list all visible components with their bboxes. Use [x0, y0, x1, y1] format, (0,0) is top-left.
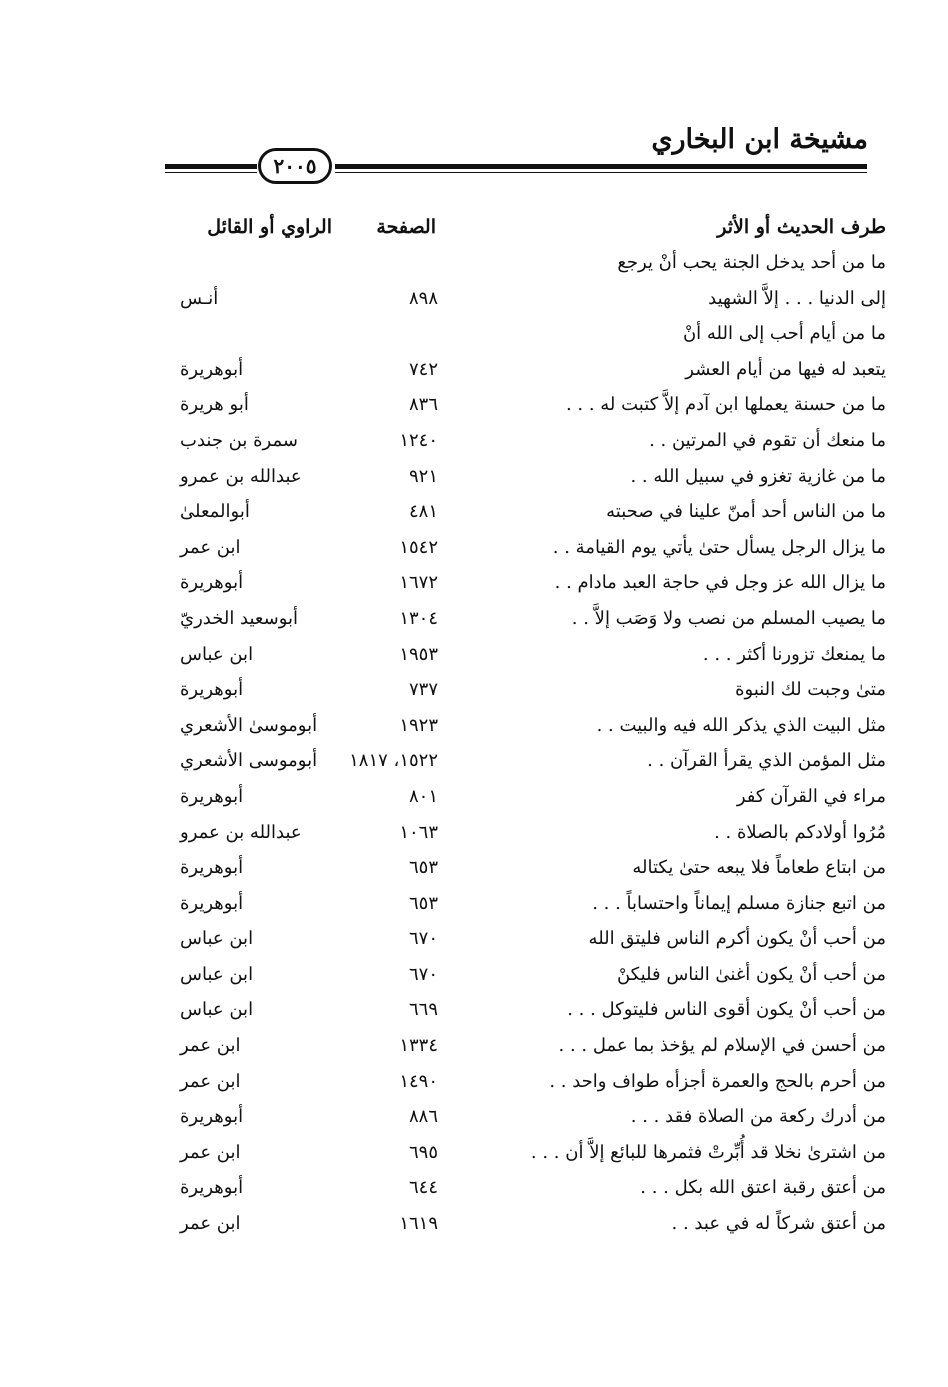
- narrator-cell: أبوهريرة: [180, 572, 244, 594]
- page-cell: ١٩٢٣: [399, 714, 438, 736]
- page-cell: ٦٦٩: [408, 999, 438, 1021]
- table-row: [0, 602, 948, 638]
- table-row: [0, 566, 948, 602]
- page-cell: ٨٣٦: [408, 394, 438, 416]
- narrator-cell: أبوهريرة: [180, 857, 244, 879]
- hadith-cell: مثل البيت الذي يذكر الله فيه والبيت . .: [596, 714, 886, 736]
- index-table: [0, 246, 948, 1243]
- narrator-cell: أبوالمعلىٰ: [180, 501, 250, 523]
- table-row: [0, 1171, 948, 1207]
- page-cell: ١٠٦٣: [399, 821, 438, 843]
- narrator-cell: أبوموسى الأشعري: [180, 750, 318, 772]
- page-cell: ٧٣٧: [408, 679, 438, 701]
- hadith-cell: ما يصيب المسلم من نصب ولا وَصَب إلاَّ . .: [571, 607, 886, 629]
- page-cell: ٨٨٦: [408, 1106, 438, 1128]
- table-row: [0, 1207, 948, 1243]
- page-cell: ٨٠١: [408, 785, 438, 807]
- page-cell: ٦٤٤: [408, 1177, 438, 1199]
- page-cell: ٨٩٨: [408, 287, 438, 309]
- hadith-cell: ما من غازية تغزو في سبيل الله . .: [630, 465, 886, 487]
- narrator-cell: أبوهريرة: [180, 1106, 244, 1128]
- page-cell: ١٦١٩: [399, 1213, 438, 1235]
- column-headers: [0, 212, 948, 246]
- narrator-cell: أبوهريرة: [180, 358, 244, 380]
- hadith-cell: من اتبع جنازة مسلم إيماناً واحتساباً . . .: [592, 892, 886, 914]
- narrator-cell: ابن عمر: [180, 536, 241, 558]
- page-cell: ١٢٤٠: [399, 429, 438, 451]
- table-row: [0, 673, 948, 709]
- narrator-cell: أبوهريرة: [180, 1177, 244, 1199]
- narrator-cell: أبوسعيد الخدريّ: [180, 607, 299, 629]
- table-row: [0, 460, 948, 496]
- page-cell: ١٩٥٣: [399, 643, 438, 665]
- table-row: [0, 317, 948, 353]
- page-cell: ١٤٩٠: [399, 1070, 438, 1092]
- narrator-cell: ابن عمر: [180, 1070, 241, 1092]
- table-row: [0, 1029, 948, 1065]
- table-row: [0, 424, 948, 460]
- hadith-cell: ما من أيام أحب إلى الله أنْ: [682, 323, 886, 345]
- page-cell: ٤٨١: [408, 501, 438, 523]
- table-row: [0, 1100, 948, 1136]
- hadith-cell: من ابتاع طعاماً فلا يبعه حتىٰ يكتاله: [632, 857, 886, 879]
- hadith-cell: من أحرم بالحج والعمرة أجزأه طواف واحد . .: [549, 1070, 886, 1092]
- hadith-cell: مثل المؤمن الذي يقرأ القرآن . .: [647, 750, 886, 772]
- table-row: [0, 993, 948, 1029]
- hadith-cell: ما يمنعك تزورنا أكثر . . .: [702, 643, 886, 665]
- hadith-cell: ما من أحد يدخل الجنة يحب أنْ يرجع: [617, 252, 886, 273]
- table-row: [0, 958, 948, 994]
- page-cell: ٦٧٠: [408, 928, 438, 950]
- column-header-narrator: الراوي أو القائل: [207, 216, 332, 238]
- table-row: [0, 1065, 948, 1101]
- hadith-cell: من أحب أنْ يكون أغنىٰ الناس فليكنْ: [616, 963, 886, 985]
- narrator-cell: عبدالله بن عمرو: [180, 465, 302, 487]
- table-row: [0, 744, 948, 780]
- page-cell: ٩٢١: [408, 465, 438, 487]
- narrator-cell: ابن عباس: [180, 999, 254, 1021]
- header-rule-right-thin: [335, 172, 867, 173]
- page-cell: ٧٤٢: [408, 358, 438, 380]
- table-row: [0, 709, 948, 745]
- narrator-cell: عبدالله بن عمرو: [180, 821, 302, 843]
- header-rule-right: [335, 164, 867, 169]
- page-cell: ١٣٠٤: [399, 607, 438, 629]
- hadith-cell: من أحب أنْ يكون أقوى الناس فليتوكل . . .: [567, 999, 886, 1021]
- hadith-cell: متىٰ وجبت لك النبوة: [735, 679, 886, 701]
- hadith-cell: من أدرك ركعة من الصلاة فقد . . .: [630, 1106, 886, 1128]
- narrator-cell: أبوهريرة: [180, 892, 244, 914]
- hadith-cell: ما يزال الله عز وجل في حاجة العبد مادام . .: [554, 572, 886, 594]
- table-row: [0, 780, 948, 816]
- page-cell: ٦٩٥: [408, 1141, 438, 1163]
- page-cell: ١٣٣٤: [399, 1035, 438, 1057]
- hadith-cell: من اشترىٰ نخلا قد أُبِّرتْ فثمرها للبائع إلاَّ أن . . .: [530, 1141, 886, 1163]
- table-row: [0, 495, 948, 531]
- table-row: [0, 851, 948, 887]
- table-row: [0, 531, 948, 567]
- hadith-cell: ما منعك أن تقوم في المرتين . .: [649, 429, 886, 451]
- table-row: [0, 638, 948, 674]
- page-cell: ٦٥٣: [408, 857, 438, 879]
- hadith-cell: يتعبد له فيها من أيام العشر: [685, 358, 886, 380]
- table-row: [0, 922, 948, 958]
- narrator-cell: سمرة بن جندب: [180, 429, 298, 451]
- page-cell: ٦٧٠: [408, 963, 438, 985]
- page-cell: ٦٥٣: [408, 892, 438, 914]
- table-row: [0, 388, 948, 424]
- narrator-cell: أبوهريرة: [180, 785, 244, 807]
- hadith-cell: مُرُوا أولادكم بالصلاة . .: [714, 821, 886, 843]
- hadith-cell: ما يزال الرجل يسأل حتىٰ يأتي يوم القيامة . .: [552, 536, 886, 558]
- narrator-cell: أبوموسىٰ الأشعري: [180, 714, 318, 736]
- narrator-cell: ابن عمر: [180, 1035, 241, 1057]
- table-row: [0, 246, 948, 282]
- book-title: مشيخة ابن البخاري: [651, 124, 868, 155]
- header-rule-left: [165, 164, 257, 169]
- page-cell: ١٥٢٢، ١٨١٧: [349, 750, 438, 772]
- hadith-cell: إلى الدنيا . . . إلاَّ الشهيد: [708, 287, 886, 309]
- header-rule-left-thin: [165, 172, 257, 173]
- hadith-cell: من أحب أنْ يكون أكرم الناس فليتق الله: [588, 928, 886, 950]
- page-cell: ١٥٤٢: [399, 536, 438, 558]
- column-header-page: الصفحة: [376, 216, 436, 238]
- narrator-cell: أبوهريرة: [180, 679, 244, 701]
- page-cell: ١٦٧٢: [399, 572, 438, 594]
- hadith-cell: من أحسن في الإسلام لم يؤخذ بما عمل . . .: [558, 1035, 886, 1057]
- narrator-cell: أبو هريرة: [180, 394, 249, 416]
- narrator-cell: ابن عباس: [180, 643, 254, 665]
- hadith-cell: ما من حسنة يعملها ابن آدم إلاَّ كتبت له . . .: [565, 394, 886, 416]
- page-number: ٢٠٠٥: [258, 148, 332, 184]
- hadith-cell: من أعتق رقبة اعتق الله بكل . . .: [640, 1177, 886, 1199]
- hadith-cell: ما من الناس أحد أمنّ علينا في صحبته: [606, 501, 886, 523]
- table-row: [0, 282, 948, 318]
- narrator-cell: ابن عباس: [180, 928, 254, 950]
- narrator-cell: أنـس: [180, 287, 219, 309]
- narrator-cell: ابن عمر: [180, 1213, 241, 1235]
- hadith-cell: مراء في القرآن كفر: [736, 785, 886, 807]
- hadith-cell: من أعتق شركاً له في عبد . .: [671, 1213, 886, 1235]
- table-row: [0, 887, 948, 923]
- table-row: [0, 816, 948, 852]
- narrator-cell: ابن عباس: [180, 963, 254, 985]
- column-header-hadith: طرف الحديث أو الأثر: [717, 216, 886, 238]
- narrator-cell: ابن عمر: [180, 1141, 241, 1163]
- table-row: [0, 1136, 948, 1172]
- table-row: [0, 353, 948, 389]
